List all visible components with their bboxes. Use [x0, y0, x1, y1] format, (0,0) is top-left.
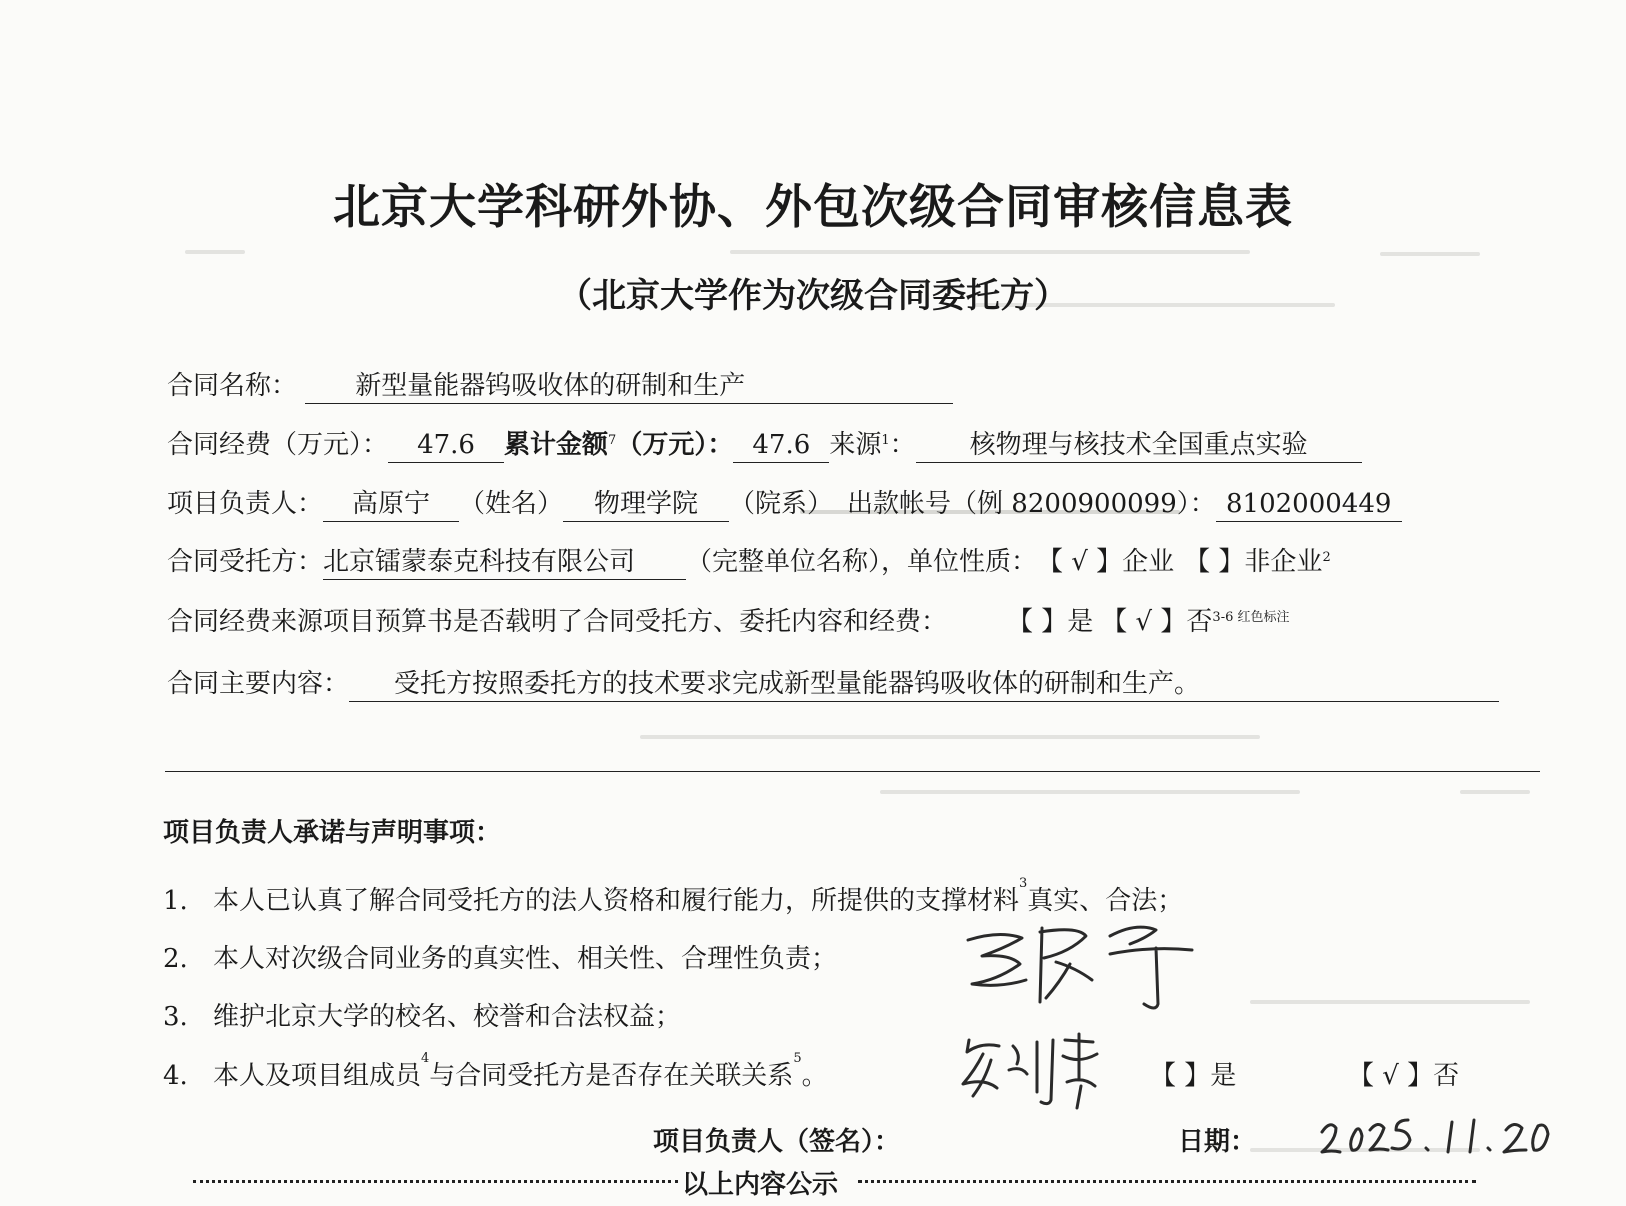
form-title: 北京大学科研外协、外包次级合同审核信息表	[333, 180, 1293, 235]
non-enterprise-checkbox: 【 】	[1184, 547, 1245, 577]
signature-label: 项目负责人（签名）：	[653, 1127, 901, 1157]
main-content-label: 合同主要内容：	[167, 669, 350, 699]
blank-line	[165, 771, 1540, 772]
item-number: 1.	[163, 886, 188, 916]
handwritten-signature-an	[955, 1030, 1105, 1110]
cumulative-unit: （万元）：	[616, 430, 734, 460]
item-text: 本人及项目组成员	[213, 1061, 422, 1091]
bleed-through-mark	[1380, 252, 1480, 256]
relation-yes-label: 是	[1210, 1061, 1237, 1091]
item-text: 维护北京大学的校名、校誉和合法权益；	[213, 1002, 682, 1032]
source-value: 核物理与核技术全国重点实验	[916, 428, 1362, 463]
date-label: 日期：	[1178, 1127, 1257, 1157]
trustee-label: 合同受托方：	[167, 547, 324, 577]
footnote-mark: 1	[881, 433, 890, 448]
budget-yes-checkbox: 【 】	[1007, 607, 1068, 637]
item-text-cont: 与合同受托方是否存在关联关系	[429, 1061, 794, 1091]
bleed-through-mark	[185, 250, 245, 254]
trustee-row	[167, 545, 1331, 580]
source-colon: ：	[889, 430, 916, 460]
cumulative-label: 累计金额	[504, 430, 609, 460]
contract-name-label: 合同名称：	[167, 371, 298, 401]
relation-no-label: 否	[1433, 1061, 1460, 1091]
funding-label: 合同经费（万元）：	[167, 430, 389, 460]
handwritten-signature-gao	[960, 918, 1200, 1018]
commitment-item	[163, 876, 1184, 917]
commitments-heading: 项目负责人承诺与声明事项：	[163, 818, 502, 848]
commitment-item	[163, 938, 837, 975]
item-number: 4.	[163, 1061, 188, 1091]
funding-row	[167, 428, 1362, 463]
main-content-row	[167, 667, 1499, 702]
pi-name-hint: （姓名）	[459, 489, 564, 519]
handwritten-date	[1318, 1112, 1558, 1168]
item-number: 2.	[163, 944, 188, 974]
enterprise-label: 企业	[1122, 547, 1175, 577]
relation-no-checkbox: 【 √ 】	[1348, 1061, 1434, 1091]
item-text-end: 。	[801, 1061, 828, 1091]
footnote-note: 3-6 红色标注	[1212, 610, 1290, 625]
pi-name: 高原宁	[323, 487, 459, 522]
contract-name-field	[305, 369, 953, 404]
contract-name-value: 新型量能器钨吸收体的研制和生产	[355, 371, 746, 401]
bleed-through-mark	[1460, 790, 1530, 794]
bleed-through-mark	[1250, 1000, 1530, 1004]
trustee-hint: （完整单位名称），单位性质：	[686, 547, 1038, 577]
pi-row	[167, 487, 1402, 522]
cumulative-value: 47.6	[733, 428, 829, 463]
budget-no-checkbox: 【 √ 】	[1101, 607, 1187, 637]
item-number: 3.	[163, 1002, 188, 1032]
relation-no-option	[1348, 1055, 1459, 1092]
budget-question-label: 合同经费来源项目预算书是否载明了合同受托方、委托内容和经费：	[167, 607, 948, 637]
dotted-divider-left	[193, 1180, 678, 1183]
relation-yes-checkbox: 【 】	[1150, 1061, 1211, 1091]
item-text: 本人对次级合同业务的真实性、相关性、合理性负责；	[213, 944, 838, 974]
commitment-item	[163, 996, 681, 1033]
source-label: 来源	[829, 430, 882, 460]
footnote-mark: 2	[1322, 550, 1331, 565]
item-text: 本人已认真了解合同受托方的法人资格和履行能力，所提供的支撑材料	[213, 886, 1020, 916]
pi-department-hint: （院系）	[729, 489, 834, 519]
pi-label: 项目负责人：	[167, 489, 324, 519]
footnote-mark: 3	[1019, 876, 1028, 891]
relation-yes-option	[1150, 1055, 1236, 1092]
item-text-cont: 真实、合法；	[1027, 886, 1184, 916]
footnote-mark: 7	[608, 433, 617, 448]
footnote-mark: 5	[793, 1051, 802, 1066]
footnote-mark: 4	[421, 1051, 430, 1066]
funding-value: 47.6	[388, 428, 504, 463]
bleed-through-mark	[730, 250, 1250, 254]
enterprise-checkbox: 【 √ 】	[1037, 547, 1123, 577]
pi-department: 物理学院	[563, 487, 729, 522]
commitment-item	[163, 1051, 828, 1092]
main-content-value: 受托方按照委托方的技术要求完成新型量能器钨吸收体的研制和生产。	[349, 667, 1499, 702]
dotted-divider-right	[858, 1180, 1476, 1183]
bleed-through-mark	[640, 735, 1260, 739]
budget-yes-label: 是	[1067, 607, 1094, 637]
contract-name-row	[167, 369, 953, 404]
account-number: 8102000449	[1216, 487, 1402, 522]
budget-no-label: 否	[1186, 607, 1213, 637]
trustee-name: 北京镭蒙泰克科技有限公司	[323, 545, 686, 580]
form-subtitle: （北京大学作为次级合同委托方）	[558, 276, 1068, 316]
bleed-through-mark	[880, 790, 1300, 794]
non-enterprise-label: 非企业	[1244, 547, 1323, 577]
account-label: 出款帐号（例 8200900099）：	[847, 489, 1216, 519]
public-notice: 以上内容公示	[682, 1170, 839, 1200]
budget-question-row	[167, 605, 1290, 639]
